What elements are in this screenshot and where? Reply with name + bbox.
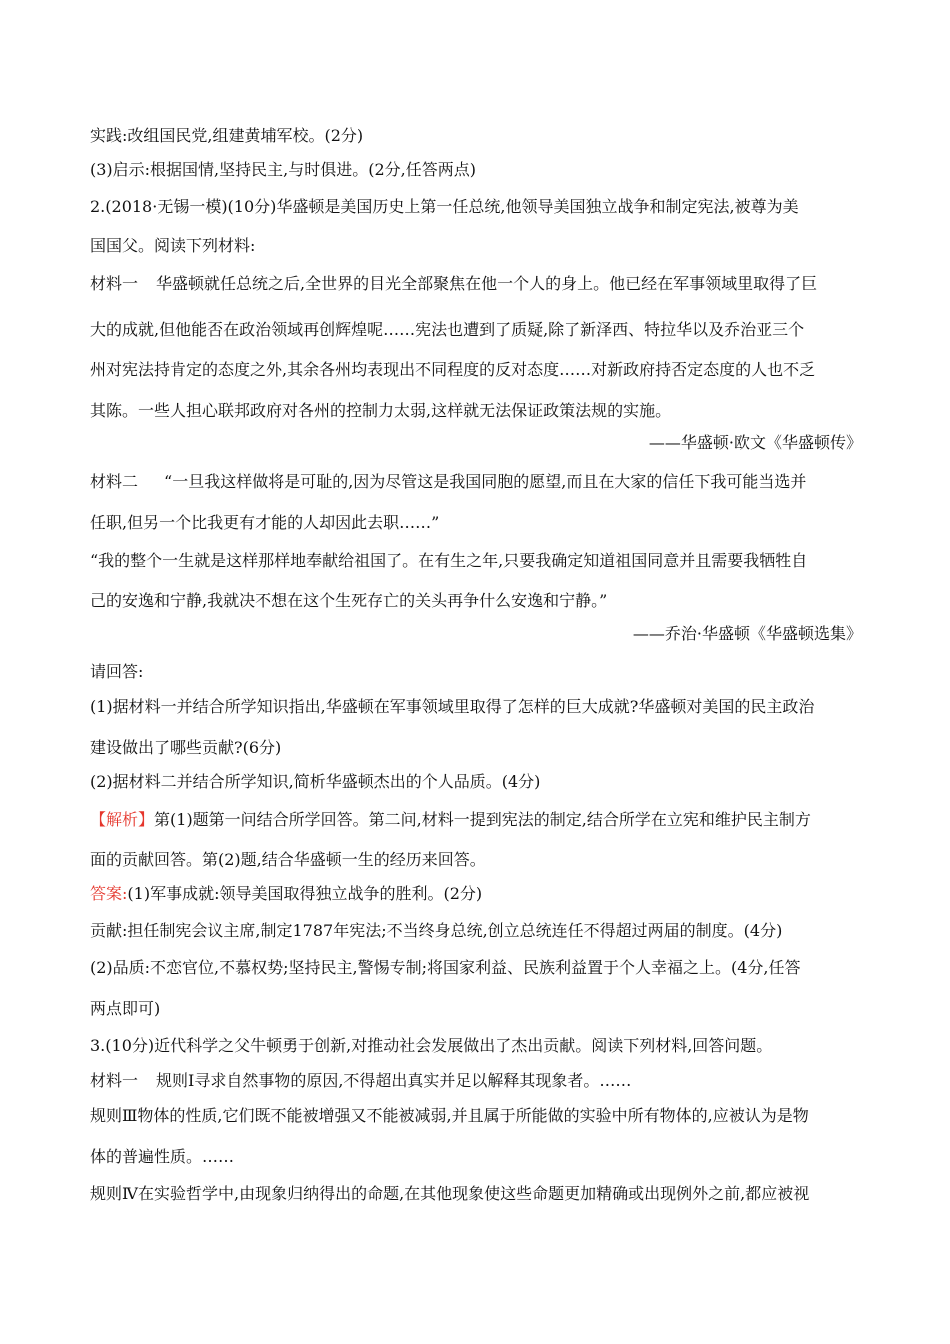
material-1-line-3: 州对宪法持肯定的态度之外,其余各州均表现出不同程度的反对态度……对新政府持否定态度的人也不乏	[90, 360, 816, 379]
question-2-stem-cont: 国国父。阅读下列材料:	[90, 236, 256, 255]
analysis-line	[90, 810, 870, 830]
rule-4-line: 规则Ⅳ在实验哲学中,由现象归纳得出的命题,在其他现象使这些命题更加精确或出现例外之前,都应被视	[90, 1184, 810, 1203]
material-2-line-3: “我的整个一生就是这样那样地奉献给祖国了。在有生之年,只要我确定知道祖国同意并且需要我牺牲自	[90, 551, 808, 570]
material-1-line-2: 大的成就,但他能否在政治领域再创辉煌呢……宪法也遭到了质疑,除了新泽西、特拉华以及乔治亚三个	[90, 320, 805, 339]
answer-line	[90, 884, 870, 904]
answer-insight-line: (3)启示:根据国情,坚持民主,与时俱进。(2分,任答两点)	[90, 160, 476, 179]
answer-tag: 答案:	[90, 884, 128, 903]
answer-quality: (2)品质:不恋官位,不慕权势;坚持民主,警惕专制;将国家利益、民族利益置于个人幸福之上。(4分,任答	[90, 958, 801, 977]
material-2-line-4: 己的安逸和宁静,我就决不想在这个生死存亡的关头再争什么安逸和宁静。”	[90, 591, 608, 610]
q3-material-1-label: 材料一	[90, 1071, 139, 1090]
answer-practice-line: 实践:改组国民党,组建黄埔军校。(2分)	[90, 126, 364, 145]
material-2-line-2: 任职,但另一个比我更有才能的人却因此去职……”	[90, 513, 440, 532]
answer-quality-cont: 两点即可)	[90, 999, 161, 1018]
material-2-text: “一旦我这样做将是可耻的,因为尽管这是我国同胞的愿望,而且在大家的信任下我可能当选并	[164, 472, 807, 491]
sub-question-1-cont: 建设做出了哪些贡献?(6分)	[90, 738, 282, 757]
question-2-stem: 2.(2018·无锡一模)(10分)华盛顿是美国历史上第一任总统,他领导美国独立战争和制定宪法,被尊为美	[90, 197, 799, 216]
q3-material-1-line	[90, 1071, 870, 1091]
material-2-source: ——乔治·华盛顿《华盛顿选集》	[632, 624, 862, 643]
material-2-label: 材料二	[90, 472, 139, 491]
material-2-line	[90, 472, 870, 492]
sub-question-1: (1)据材料一并结合所学知识指出,华盛顿在军事领域里取得了怎样的巨大成就?华盛顿对美国的民主政治	[90, 697, 815, 716]
rule-3-line: 规则Ⅲ物体的性质,它们既不能被增强又不能被减弱,并且属于所能做的实验中所有物体的,应被认为是物	[90, 1106, 809, 1125]
material-1-source: ——华盛顿·欧文《华盛顿传》	[648, 433, 862, 452]
question-3-stem: 3.(10分)近代科学之父牛顿勇于创新,对推动社会发展做出了杰出贡献。阅读下列材料,回答问题。	[90, 1036, 773, 1055]
please-answer: 请回答:	[90, 662, 144, 681]
material-1-label: 材料一	[90, 274, 139, 293]
material-1-text: 华盛顿就任总统之后,全世界的目光全部聚焦在他一个人的身上。他已经在军事领域里取得了巨	[156, 274, 818, 293]
analysis-line-2: 面的贡献回答。第(2)题,结合华盛顿一生的经历来回答。	[90, 850, 486, 869]
rule-3-line-cont: 体的普遍性质。……	[90, 1147, 235, 1166]
answer-text: (1)军事成就:领导美国取得独立战争的胜利。(2分)	[127, 884, 483, 903]
analysis-tag: 【解析】	[90, 810, 155, 829]
q3-material-1-text: 规则Ⅰ寻求自然事物的原因,不得超出真实并足以解释其现象者。……	[156, 1071, 632, 1090]
analysis-text: 第(1)题第一问结合所学回答。第二问,材料一提到宪法的制定,结合所学在立宪和维护民主制方	[154, 810, 811, 829]
material-1-line-4: 其陈。一些人担心联邦政府对各州的控制力太弱,这样就无法保证政策法规的实施。	[90, 401, 672, 420]
material-1-line	[90, 274, 870, 294]
sub-question-2: (2)据材料二并结合所学知识,简析华盛顿杰出的个人品质。(4分)	[90, 772, 541, 791]
answer-contribution: 贡献:担任制宪会议主席,制定1787年宪法;不当终身总统,创立总统连任不得超过两届的制度。(4分)	[90, 921, 783, 940]
